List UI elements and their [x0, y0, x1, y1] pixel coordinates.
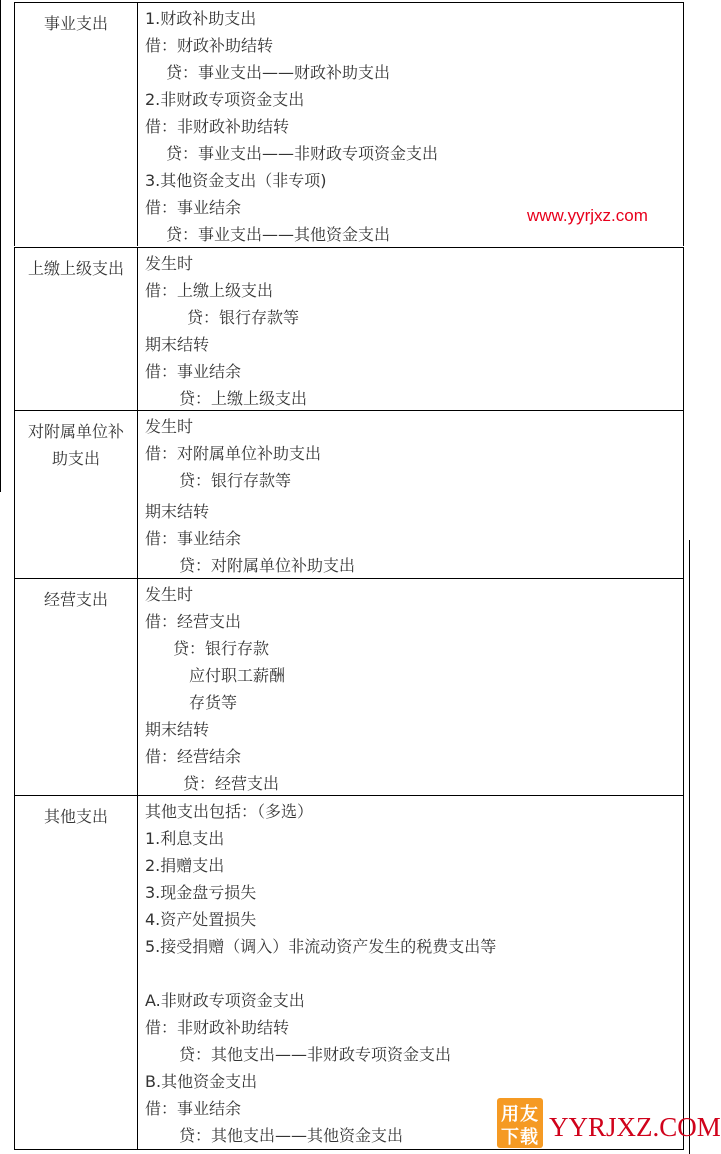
- entry-line: 借：事业结余: [145, 1099, 242, 1118]
- category-label-line2: 助支出: [51, 449, 100, 468]
- entry-line: 借：财政补助结转: [145, 36, 274, 55]
- page-left-edge-line: [0, 0, 1, 492]
- entry-line: 借：经营支出: [145, 612, 242, 631]
- table-row: [14, 247, 684, 411]
- entry-line: 其他支出包括：（多选）: [145, 802, 314, 821]
- entry-line: 贷：事业支出——财政补助支出: [166, 63, 391, 82]
- entry-line: 借：对附属单位补助支出: [145, 444, 322, 463]
- logo-text: YYRJXZ.COM: [549, 1112, 721, 1142]
- entry-line: 贷：事业支出——非财政专项资金支出: [166, 144, 439, 163]
- entry-line: 期末结转: [145, 720, 210, 739]
- entry-line: 存货等: [189, 693, 238, 712]
- category-cell: [14, 411, 138, 579]
- logo-badge-icon: [497, 1098, 543, 1148]
- entry-line: 发生时: [145, 585, 194, 604]
- entry-line: 借：事业结余: [145, 362, 242, 381]
- watermark-logo: [497, 1098, 721, 1150]
- entry-line: 贷：银行存款等: [187, 308, 300, 327]
- blank-line: [139, 960, 683, 987]
- entry-line: A.非财政专项资金支出: [145, 991, 305, 1010]
- entry-line: 发生时: [145, 417, 194, 436]
- table-row: [14, 410, 684, 579]
- entry-line: 5.接受捐赠（调入）非流动资产发生的税费支出等: [145, 937, 497, 956]
- logo-char: 载: [520, 1127, 538, 1148]
- category-cell: 事业支出: [14, 3, 138, 246]
- page-right-edge-line: [689, 540, 690, 1154]
- logo-char: 友: [520, 1104, 538, 1125]
- entries-cell: [139, 411, 684, 579]
- entry-line: B.其他资金支出: [145, 1072, 258, 1091]
- entry-line: 3.现金盘亏损失: [145, 883, 257, 902]
- category-cell: 经营支出: [14, 579, 138, 796]
- entries-cell: [139, 248, 684, 411]
- entry-line: 期末结转: [145, 335, 210, 354]
- entry-line: 借：经营结余: [145, 747, 242, 766]
- watermark-url: www.yyrjxz.com: [527, 206, 648, 225]
- logo-char: 下: [501, 1127, 519, 1148]
- entry-line: 贷：银行存款: [173, 639, 270, 658]
- entry-line: 3.其他资金支出（非专项): [145, 171, 327, 190]
- entry-line: 借：上缴上级支出: [145, 281, 274, 300]
- entry-line: 贷：银行存款等: [179, 471, 292, 490]
- table-row: [14, 795, 684, 1150]
- entry-line: 贷：经营支出: [183, 774, 280, 793]
- category-cell: 上缴上级支出: [14, 248, 138, 411]
- category-label-line1: 对附属单位补: [27, 422, 124, 441]
- entry-line: 借：事业结余: [145, 529, 242, 548]
- entry-line: 4.资产处置损失: [145, 910, 257, 929]
- entry-line: 应付职工薪酬: [189, 666, 286, 685]
- entry-line: 贷：事业支出——其他资金支出: [166, 225, 391, 244]
- entries-cell: [139, 579, 684, 796]
- entry-line: 1.利息支出: [145, 829, 225, 848]
- entry-line: 贷：其他支出——非财政专项资金支出: [179, 1045, 452, 1064]
- entries-cell: [139, 796, 684, 1149]
- category-cell: 其他支出: [14, 796, 138, 1149]
- entry-line: 借：非财政补助结转: [145, 117, 290, 136]
- entry-line: 2.捐赠支出: [145, 856, 225, 875]
- entry-line: 发生时: [145, 254, 194, 273]
- entry-line: 2.非财政专项资金支出: [145, 90, 305, 109]
- entry-line: 贷：上缴上级支出: [179, 389, 308, 408]
- entry-line: 1.财政补助支出: [145, 9, 257, 28]
- entry-line: 借：事业结余: [145, 198, 242, 217]
- entry-line: 贷：对附属单位补助支出: [179, 556, 356, 575]
- entry-line: 贷：其他支出——其他资金支出: [179, 1126, 404, 1145]
- entry-line: 期末结转: [145, 502, 210, 521]
- entry-line: 借：非财政补助结转: [145, 1018, 290, 1037]
- table-row: [14, 578, 684, 796]
- logo-char: 用: [501, 1104, 519, 1125]
